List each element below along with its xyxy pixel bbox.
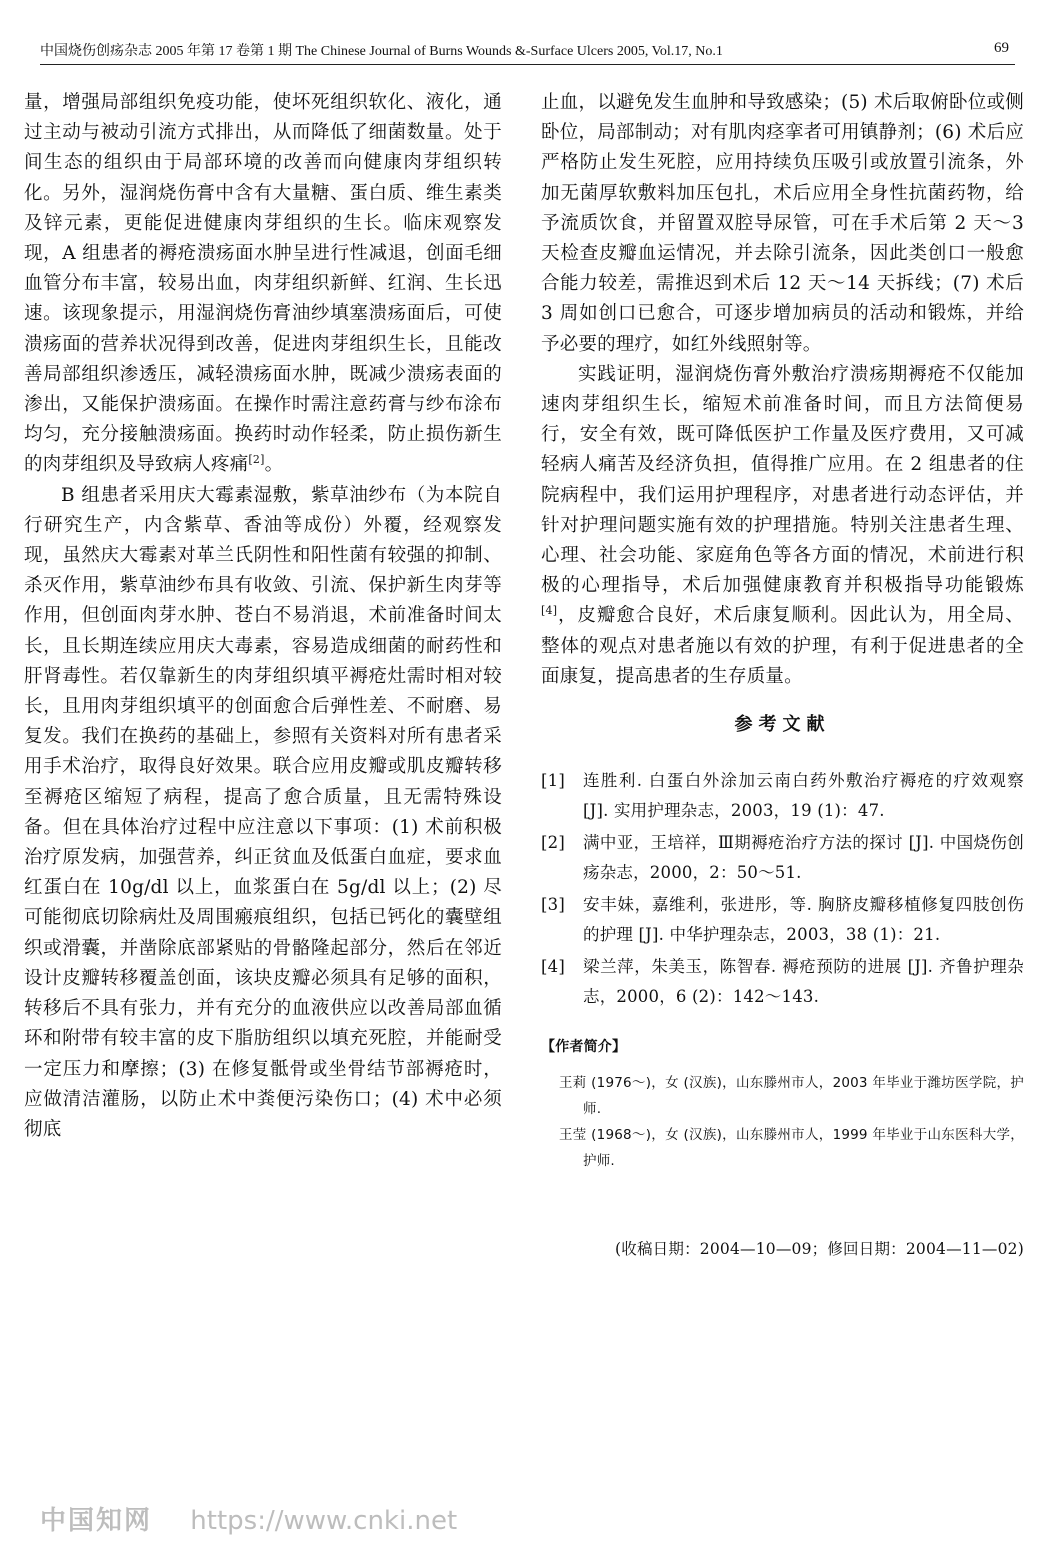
cnki-watermark [40, 1500, 457, 1537]
references-heading: 参考文献 [734, 714, 831, 736]
body-paragraph [24, 88, 502, 481]
reference-item [541, 828, 1024, 888]
body-paragraph: 止血，以避免发生血肿和导致感染；(5) 术后取俯卧位或侧卧位，局部制动；对有肌肉痉挛者可用镇静剂；(6) 术后应严格防止发生死腔，应用持续负压吸引或放置引流条，外加无菌厚软敷料加压包扎，术后应用全身性抗菌药物，给予流质饮食，并留置双腔导尿管，可在手术后第 2 天～3 天检查皮瓣血运情况，并去除引流条，因此类创口一般愈合能力较差，需推迟到术后 12 天～14 天拆线；(7) 术后 3 周如创口已愈合，可逐步增加病员的活动和锻炼，并给予必要的理疗，如红外线照射等。 [541, 92, 1024, 355]
reference-number: [2] [541, 833, 565, 853]
reference-text: 满中亚，王培祥，Ⅲ期褥疮治疗方法的探讨 [J]. 中国烧伤创疡杂志，2000，2：50～51. [583, 833, 1024, 883]
watermark-url[interactable]: https://www.cnki.net [190, 1506, 458, 1536]
reference-item [541, 890, 1024, 950]
paragraph-text: ，皮瓣愈合良好，术后康复顺利。因此认为，用全局、整体的观点对患者施以有效的护理，有利于促进患者的全面康复，提高患者的生存质量。 [541, 605, 1024, 687]
citation-ref[interactable]: [2] [248, 453, 265, 467]
paragraph-text: 量，增强局部组织免疫功能，使坏死组织软化、液化，通过主动与被动引流方式排出，从而降低了细菌数量。处于间生态的组织由于局部环境的改善而向健康肉芽组织转化。另外，湿润烧伤膏中含有大量糖、蛋白质、维生素类及锌元素，更能促进健康肉芽组织的生长。临床观察发现，A 组患者的褥疮溃疡面水肿呈进行性减退，创面毛细血管分布丰富，较易出血，肉芽组织新鲜、红润、生长迅速。该现象提示，用湿润烧伤膏油纱填塞溃疡面后，可使溃疡面的营养状况得到改善，促进肉芽组织生长，且能改善局部组织渗透压，减轻溃疡面水肿，既减少溃疡表面的渗出，又能保护溃疡面。在操作时需注意药膏与纱布涂布均匀，充分接触溃疡面。换药时动作轻柔，防止损伤新生的肉芽组织及导致病人疼痛 [24, 92, 502, 476]
paragraph-end: 。 [264, 454, 284, 476]
author-bio-heading: 【作者简介】 [541, 1039, 627, 1056]
running-header [40, 36, 1015, 65]
journal-citation-line: 中国烧伤创疡杂志 2005 年第 17 卷第 1 期 The Chinese Journal of Burns Wounds &-Surface Ulcers 2005, Vol.17, No.1 [40, 44, 723, 59]
reference-text: 梁兰萍，朱美玉，陈智春. 褥疮预防的进展 [J]. 齐鲁护理杂志，2000，6 (2)：142～143. [583, 957, 1024, 1007]
reference-number: [3] [541, 895, 565, 915]
left-column [24, 88, 502, 1145]
paragraph-text: 实践证明，湿润烧伤膏外敷治疗溃疡期褥疮不仅能加速肉芽组织生长，缩短术前准备时间，而且方法简便易行，安全有效，既可降低医护工作量及医疗费用，又可减轻病人痛苦及经济负担，值得推广应用。在 2 组患者的住院病程中，我们运用护理程序，对患者进行动态评估，并针对护理问题实施有效的护理措施。特别关注患者生理、心理、社会功能、家庭角色等各方面的情况，术前进行积极的心理指导，术后加强健康教育并积极指导功能锻炼 [541, 363, 1024, 597]
citation-ref[interactable]: [4] [541, 604, 558, 618]
reference-text: 安丰妹，嘉维利，张进彤，等. 胸脐皮瓣移植修复四肢创伤的护理 [J]. 中华护理杂志，2003，38 (1)：21. [583, 895, 1024, 945]
reference-item [541, 766, 1024, 826]
body-paragraph: B 组患者采用庆大霉素湿敷，紫草油纱布（为本院自行研究生产，内含紫草、香油等成份）外覆，经观察发现，虽然庆大霉素对革兰氏阴性和阳性菌有较强的抑制、杀灭作用，紫草油纱布具有收敛、引流、保护新生肉芽等作用，但创面肉芽水肿、苍白不易消退，术前准备时间太长，且长期连续应用庆大毒素，容易造成细菌的耐药性和肝肾毒性。若仅靠新生的肉芽组织填平褥疮灶需时相对较长，且用肉芽组织填平的创面愈合后弹性差、不耐磨、易复发。我们在换药的基础上，参照有关资料对所有患者采用手术治疗，取得良好效果。联合应用皮瓣或肌皮瓣转移至褥疮区缩短了病程，提高了愈合质量，且无需特殊设备。但在具体治疗过程中应注意以下事项：(1) 术前积极治疗原发病，加强营养，纠正贫血及低蛋白血症，要求血红蛋白在 10g/dl 以上，血浆蛋白在 5g/dl 以上；(2) 尽可能彻底切除病灶及周围瘢痕组织，包括已钙化的囊壁组织或滑囊，并凿除底部紧贴的骨骼隆起部分，然后在邻近设计皮瓣转移覆盖创面，该块皮瓣必须具有足够的面积，转移后不具有张力，并有充分的血液供应以改善局部血循环和附带有较丰富的皮下脂肪组织以填充死腔，并能耐受一定压力和摩擦；(3) 在修复骶骨或坐骨结节部褥疮时，应做清洁灌肠，以防止术中粪便污染伤口；(4) 术中必须彻底 [24, 484, 502, 1140]
watermark-name: 中国知网 [40, 1506, 153, 1536]
reference-number: [1] [541, 771, 565, 791]
author-bio: 王莉 (1976～)，女 (汉族)，山东滕州市人，2003 年毕业于潍坊医学院，护师. [559, 1075, 1024, 1118]
page-number: 69 [994, 40, 1009, 56]
reference-list [541, 766, 1024, 1012]
body-paragraph [541, 360, 1024, 692]
right-column [541, 88, 1024, 1265]
received-revised-dates: (收稿日期：2004—10—09；修回日期：2004—11—02) [615, 1240, 1024, 1259]
reference-text: 连胜利. 白蛋白外涂加云南白药外敷治疗褥疮的疗效观察 [J]. 实用护理杂志，2003，19 (1)：47. [583, 771, 1024, 821]
author-bio: 王莹 (1968～)，女 (汉族)，山东滕州市人，1999 年毕业于山东医科大学，护师. [559, 1127, 1024, 1170]
reference-item [541, 952, 1024, 1012]
reference-number: [4] [541, 957, 565, 977]
